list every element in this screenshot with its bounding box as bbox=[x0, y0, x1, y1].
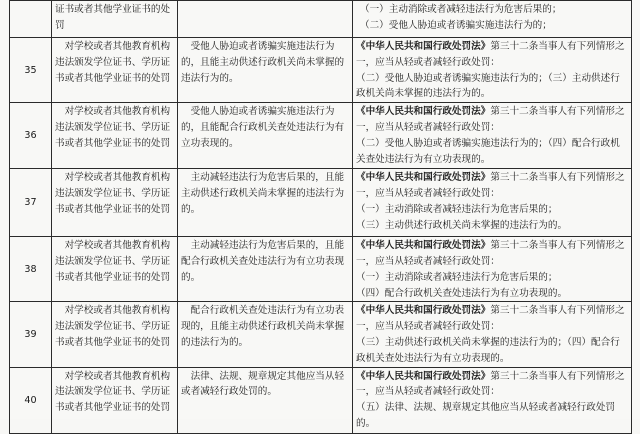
law-clause: （四）配合行政机关查处违法行为有立功表现的。 bbox=[356, 287, 568, 299]
violation-item bbox=[52, 103, 178, 169]
violation-item bbox=[52, 38, 178, 103]
legal-basis-cell bbox=[353, 38, 632, 103]
law-title: 《中华人民共和国行政处罚法》 bbox=[356, 106, 491, 118]
row-number: 36 bbox=[10, 103, 52, 169]
law-clause: （二）受他人胁迫或者诱骗实施违法行为的；（四）配合行政机关查处违法行为有立功表现的。 bbox=[356, 137, 620, 165]
law-clause: （二）受他人胁迫或者诱骗实施违法行为的； bbox=[360, 19, 552, 31]
law-article: 第三十二条当事人有下列情形之一，应当从轻或者减轻行政处罚： bbox=[356, 106, 625, 133]
law-clause: （二）受他人胁迫或者诱骗实施违法行为的；（三）主动供述行政机关尚未掌握的违法行为的。 bbox=[356, 72, 620, 100]
legal-basis-cell bbox=[353, 237, 632, 302]
row-number: 39 bbox=[10, 302, 52, 367]
table-row bbox=[10, 38, 632, 103]
circumstance-cell bbox=[178, 169, 353, 237]
legal-basis-cell bbox=[353, 103, 632, 169]
law-title: 《中华人民共和国行政处罚法》 bbox=[356, 172, 491, 184]
law-title: 《中华人民共和国行政处罚法》 bbox=[356, 240, 491, 252]
violation-item-text: 证书或者其他学业证书的处罚 bbox=[55, 4, 171, 31]
law-clause: （一）主动消除或者减轻违法行为危害后果的； bbox=[356, 203, 558, 215]
circumstance-text: 受他人胁迫或者诱骗实施违法行为的，且能配合行政机关查处违法行为有立功表现的。 bbox=[181, 106, 345, 149]
row-number: 40 bbox=[10, 367, 52, 433]
law-article: 第三十二条当事人有下列情形之一，应当从轻或者减轻行政处罚： bbox=[356, 41, 625, 68]
table-row bbox=[10, 237, 632, 302]
circumstance-text: 法律、法规、规章规定其他应当从轻或者减轻行政处罚的。 bbox=[181, 370, 345, 398]
row-number bbox=[10, 1, 52, 38]
table-row bbox=[10, 1, 632, 38]
penalty-table bbox=[9, 0, 632, 434]
circumstance-cell bbox=[178, 1, 353, 38]
circumstance-text: 受他人胁迫或者诱骗实施违法行为的，且能主动供述行政机关尚未掌握的违法行为的。 bbox=[181, 41, 345, 84]
row-number: 38 bbox=[10, 237, 52, 302]
circumstance-text: 配合行政机关查处违法行为有立功表现的，且能主动供述行政机关尚未掌握的违法行为的。 bbox=[181, 305, 345, 348]
law-clause: （五）法律、法规、规章规定其他应当从轻或者减轻行政处罚的。 bbox=[356, 402, 616, 429]
row-number: 37 bbox=[10, 169, 52, 237]
circumstance-text: 主动减轻违法行为危害后果的，且能配合行政机关查处违法行为有立功表现的。 bbox=[181, 240, 345, 283]
violation-item-text: 对学校或者其他教育机构违法颁发学位证书、学历证书或者其他学业证书的处罚 bbox=[55, 370, 171, 414]
law-clause: （三）主动供述行政机关尚未掌握的违法行为的。 bbox=[356, 219, 568, 231]
violation-item bbox=[52, 237, 178, 302]
violation-item bbox=[52, 302, 178, 367]
violation-item bbox=[52, 1, 178, 38]
row-number: 35 bbox=[10, 38, 52, 103]
circumstance-cell bbox=[178, 38, 353, 103]
circumstance-cell bbox=[178, 302, 353, 367]
table-row bbox=[10, 169, 632, 237]
violation-item-text: 对学校或者其他教育机构违法颁发学位证书、学历证书或者其他学业证书的处罚 bbox=[55, 172, 171, 215]
violation-item-text: 对学校或者其他教育机构违法颁发学位证书、学历证书或者其他学业证书的处罚 bbox=[55, 106, 171, 149]
law-clause: （一）主动消除或者减轻违法行为危害后果的； bbox=[356, 271, 558, 283]
law-article: 第三十二条当事人有下列情形之一，应当从轻或者减轻行政处罚： bbox=[356, 370, 625, 398]
legal-basis-cell bbox=[353, 302, 632, 367]
law-title: 《中华人民共和国行政处罚法》 bbox=[356, 305, 491, 317]
law-article: 第三十二条当事人有下列情形之一，应当从轻或者减轻行政处罚： bbox=[356, 172, 625, 199]
law-article: 第三十二条当事人有下列情形之一，应当从轻或者减轻行政处罚： bbox=[356, 240, 625, 267]
law-title: 《中华人民共和国行政处罚法》 bbox=[356, 370, 491, 382]
violation-item-text: 对学校或者其他教育机构违法颁发学位证书、学历证书或者其他学业证书的处罚 bbox=[55, 240, 171, 283]
legal-basis-cell bbox=[353, 367, 632, 433]
law-article: 第三十二条当事人有下列情形之一，应当从轻或者减轻行政处罚： bbox=[356, 305, 625, 333]
law-clause: （一）主动消除或者减轻违法行为危害后果的； bbox=[360, 4, 562, 15]
circumstance-text: 主动减轻违法行为危害后果的，且能主动供述行政机关尚未掌握的违法行为的。 bbox=[181, 172, 345, 215]
violation-item-text: 对学校或者其他教育机构违法颁发学位证书、学历证书或者其他学业证书的处罚 bbox=[55, 41, 171, 84]
table-row bbox=[10, 302, 632, 367]
circumstance-cell bbox=[178, 237, 353, 302]
law-title: 《中华人民共和国行政处罚法》 bbox=[356, 41, 491, 52]
circumstance-cell bbox=[178, 103, 353, 169]
table-row bbox=[10, 103, 632, 169]
violation-item-text: 对学校或者其他教育机构违法颁发学位证书、学历证书或者其他学业证书的处罚 bbox=[55, 305, 171, 348]
circumstance-cell bbox=[178, 367, 353, 433]
legal-basis-cell bbox=[353, 1, 632, 38]
violation-item bbox=[52, 367, 178, 433]
table-row bbox=[10, 367, 632, 433]
law-clause: （三）主动供述行政机关尚未掌握的违法行为的；（四）配合行政机关查处违法行为有立功表现的。 bbox=[356, 336, 620, 364]
legal-basis-cell bbox=[353, 169, 632, 237]
violation-item bbox=[52, 169, 178, 237]
